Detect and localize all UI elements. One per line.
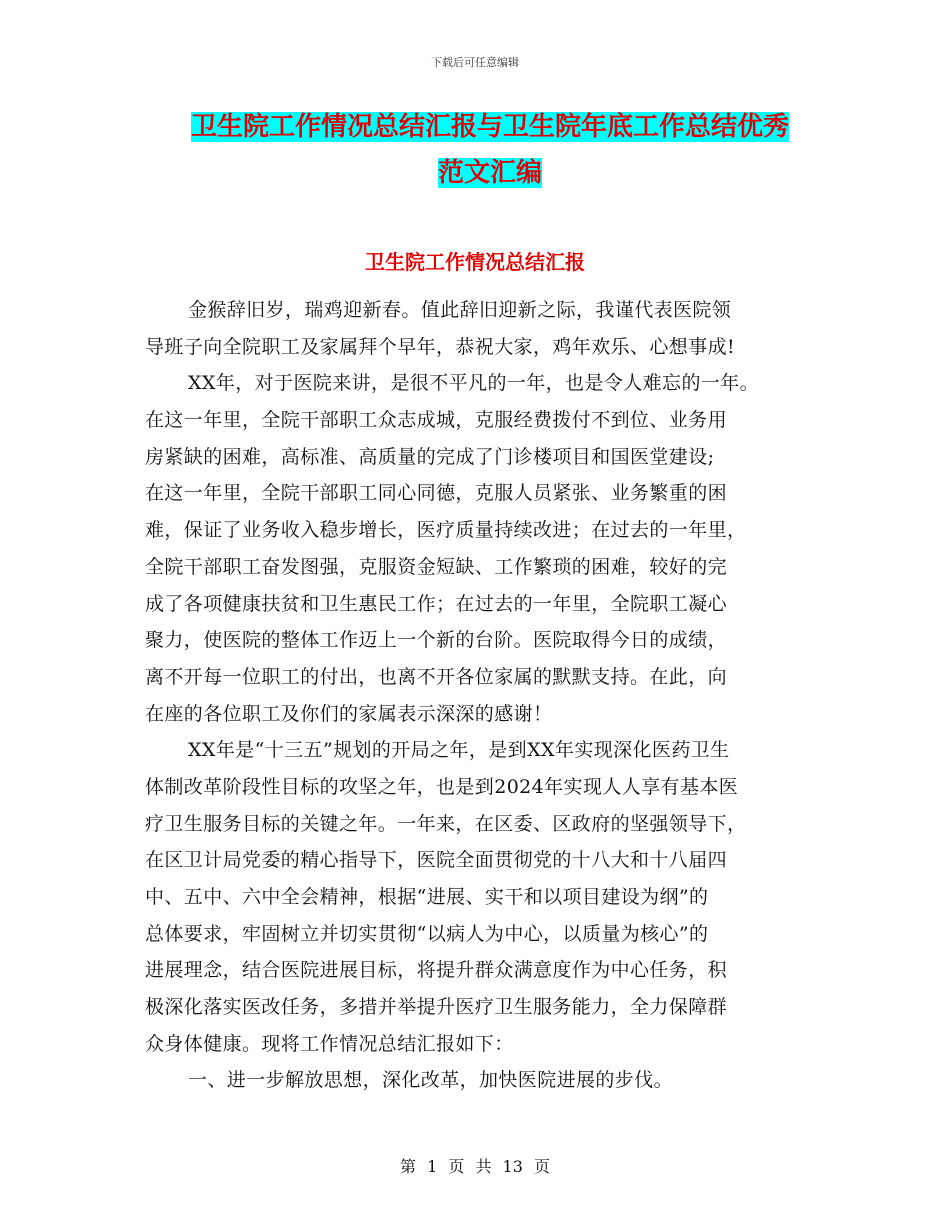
body-line: 众身体健康。现将工作情况总结汇报如下： [145, 1032, 514, 1055]
body-line: 一、进一步解放思想，深化改革，加快医院进展的步伐。 [188, 1069, 674, 1092]
body-line: XX年是“十三五”规划的开局之年，是到XX年实现深化医药卫生 [188, 739, 730, 762]
body-line: 在这一年里，全院干部职工众志成城，克服经费拨付不到位、业务用 [145, 409, 728, 432]
body-text [145, 292, 815, 1099]
section-title: 卫生院工作情况总结汇报 [365, 250, 585, 274]
header-note: 下载后可任意编辑 [431, 56, 519, 69]
body-line: XX年，对于医院来讲，是很不平凡的一年，也是令人难忘的一年。 [188, 372, 760, 395]
body-line: 极深化落实医改任务，多措并举提升医疗卫生服务能力，全力保障群 [145, 996, 728, 1019]
body-line: 进展理念，结合医院进展目标，将提升群众满意度作为中心任务，积 [145, 959, 728, 982]
body-line: 离不开每一位职工的付出，也离不开各位家属的默默支持。在此，向 [145, 665, 728, 688]
body-line: 聚力，使医院的整体工作迈上一个新的台阶。医院取得今日的成绩， [145, 629, 728, 652]
document-title-line-1: 卫生院工作情况总结汇报与卫生院年底工作总结优秀 [190, 112, 789, 142]
body-line: 成了各项健康扶贫和卫生惠民工作；在过去的一年里，全院职工凝心 [145, 592, 728, 615]
body-line: 疗卫生服务目标的关键之年。一年来，在区委、区政府的坚强领导下， [145, 812, 747, 835]
body-line: 总体要求，牢固树立并切实贯彻“以病人为中心，以质量为核心”的 [145, 922, 709, 945]
body-line: 在区卫计局党委的精心指导下，医院全面贯彻党的十八大和十八届四 [145, 849, 728, 872]
page-footer: 第 1 页 共 13 页 [400, 1157, 550, 1176]
body-line: 体制改革阶段性目标的攻坚之年，也是到2024年实现人人享有基本医 [145, 775, 739, 798]
body-line: 全院干部职工奋发图强，克服资金短缺、工作繁琐的困难，较好的完 [145, 555, 728, 578]
body-line: 中、五中、六中全会精神，根据“进展、实干和以项目建设为纲”的 [145, 886, 709, 908]
body-line: 在这一年里，全院干部职工同心同德，克服人员紧张、业务繁重的困 [145, 482, 728, 505]
body-line: 难，保证了业务收入稳步增长，医疗质量持续改进；在过去的一年里， [145, 519, 747, 542]
body-line: 导班子向全院职工及家属拜个早年，恭祝大家，鸡年欢乐、心想事成! [145, 335, 736, 358]
document-title-line-2: 范文汇编 [437, 158, 542, 188]
body-line: 金猴辞旧岁，瑞鸡迎新春。值此辞旧迎新之际，我谨代表医院领 [188, 299, 732, 321]
body-line: 在座的各位职工及你们的家属表示深深的感谢！ [145, 702, 553, 725]
document-title [150, 104, 830, 196]
body-line: 房紧缺的困难，高标准、高质量的完成了门诊楼项目和国医堂建设; [145, 445, 715, 468]
